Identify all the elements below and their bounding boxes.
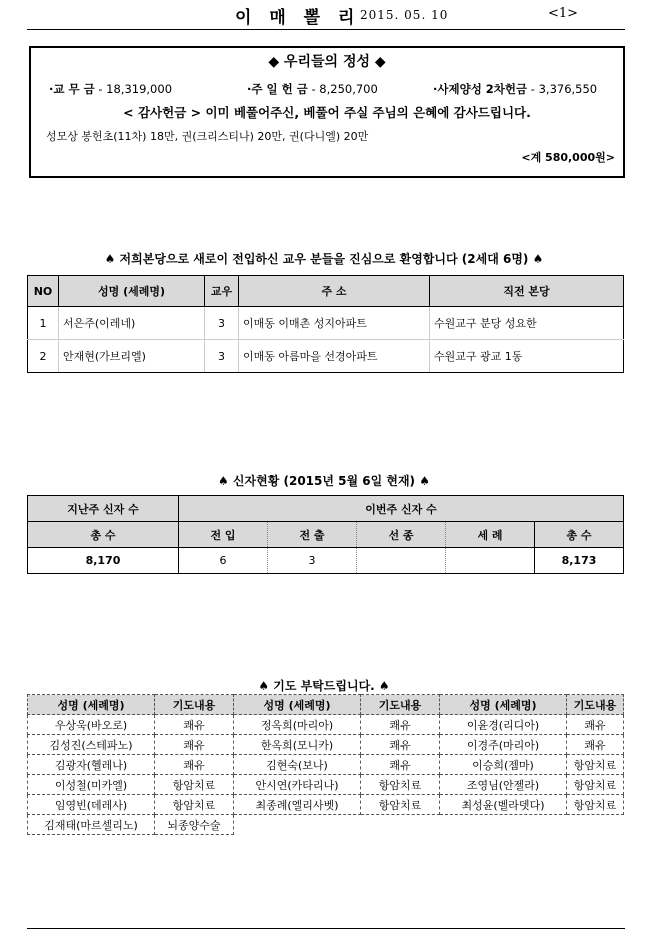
offerings-title: ◆ 우리들의 정성 ◆ [268,54,386,70]
table-cell: 쾌유 [155,715,234,735]
offering-label: ·주 일 헌 금 [247,82,308,96]
table-cell: 한옥희(모니카) [234,735,361,755]
table-cell: 쾌유 [155,735,234,755]
table-cell: 안재현(가브리엘) [59,340,205,373]
offering-item [247,81,378,97]
table-cell: 3 [268,548,357,574]
last-total-value: 8,170 [28,548,179,574]
table-cell: 6 [179,548,268,574]
table-row [28,775,624,795]
table-header-row [28,695,624,715]
offerings-total: <계 580,000원> [521,151,615,164]
table-cell: 항암치료 [155,775,234,795]
table-cell: 항암치료 [567,775,624,795]
page-number: <1> [548,6,579,21]
table-cell [567,815,624,835]
this-week-header: 이번주 신자 수 [179,496,624,522]
table-cell: 이윤경(리디아) [440,715,567,735]
column-header: 전 입 [179,522,268,548]
newcomers-table [27,275,624,373]
last-total-header: 총 수 [28,522,179,548]
column-header: 성명 (세례명) [28,695,155,715]
table-cell: 3 [205,340,239,373]
table-cell: 조영님(안젤라) [440,775,567,795]
table-cell: 이매동 이매촌 성지아파트 [239,307,430,340]
offering-label: ·교 무 금 [49,82,95,96]
column-header: 세 례 [446,522,535,548]
table-cell: 항암치료 [361,775,440,795]
column-header: 선 종 [357,522,446,548]
offering-value: - 18,319,000 [94,82,173,96]
offering-label: ·사제양성 2차헌금 [433,82,528,96]
offering-value: - 8,250,700 [307,82,378,96]
column-header: 주 소 [239,276,430,307]
offerings-box [29,46,625,178]
donor-list: 성모상 봉헌초(11차) 18만, 권(크리스티나) 20만, 권(다니엘) 20만 [46,130,369,143]
table-cell: 우상욱(바오로) [28,715,155,735]
prayers-table [27,694,624,835]
table-header-row [28,496,624,522]
table-cell: 김성진(스테파노) [28,735,155,755]
table-cell: 2 [28,340,59,373]
last-week-header: 지난주 신자 수 [28,496,179,522]
table-cell: 쾌유 [361,715,440,735]
table-row [28,307,624,340]
table-cell: 임영빈(데레사) [28,795,155,815]
table-cell: 항암치료 [155,795,234,815]
table-cell: 김광자(헬레나) [28,755,155,775]
table-cell: 항암치료 [567,795,624,815]
footer-divider [27,928,625,929]
table-row [28,735,624,755]
table-cell: 쾌유 [567,735,624,755]
table-cell: 수원교구 분당 성요한 [430,307,624,340]
newcomers-title: ♠ 저희본당으로 새로이 전입하신 교우 분들을 진심으로 환영합니다 (2세대 6명) ♠ [104,252,544,266]
table-cell [361,815,440,835]
offering-value: - 3,376,550 [527,82,598,96]
table-cell: 최종례(엘리사벳) [234,795,361,815]
table-cell: 쾌유 [155,755,234,775]
column-header: 기도내용 [155,695,234,715]
this-total-header: 총 수 [535,522,624,548]
table-cell: 3 [205,307,239,340]
table-cell: 항암치료 [567,755,624,775]
column-header: 성명 (세례명) [234,695,361,715]
column-header: 기도내용 [361,695,440,715]
table-cell: 김현숙(보나) [234,755,361,775]
offering-item [49,81,172,97]
table-cell: 1 [28,307,59,340]
table-cell: 서은주(이레네) [59,307,205,340]
table-cell: 쾌유 [361,755,440,775]
table-cell: 쾌유 [567,715,624,735]
table-cell: 이매동 아름마을 선경아파트 [239,340,430,373]
offering-item [433,81,597,97]
prayers-title: ♠ 기도 부탁드립니다. ♠ [258,679,390,693]
table-cell [440,815,567,835]
table-cell: 이성철(미카엘) [28,775,155,795]
table-row [28,715,624,735]
header-divider [27,29,625,30]
column-header: 직전 본당 [430,276,624,307]
table-cell: 수원교구 광교 1동 [430,340,624,373]
table-subheader-row [28,522,624,548]
table-cell: 뇌종양수술 [155,815,234,835]
column-header: 교우 [205,276,239,307]
table-row [28,795,624,815]
bulletin-title: 이 매 뽈 리 [235,8,361,28]
column-header: 전 출 [268,522,357,548]
table-cell: 항암치료 [361,795,440,815]
table-cell [446,548,535,574]
table-cell: 정옥희(마리아) [234,715,361,735]
table-row [28,755,624,775]
table-cell [357,548,446,574]
bulletin-date: 2015. 05. 10 [360,8,449,22]
table-cell: 쾌유 [361,735,440,755]
believers-table [27,495,624,574]
table-row [28,340,624,373]
table-row [28,548,624,574]
column-header: NO [28,276,59,307]
column-header: 성명 (세례명) [59,276,205,307]
column-header: 기도내용 [567,695,624,715]
thanks-heading: < 감사헌금 > 이미 베풀어주신, 베풀어 주실 주님의 은혜에 감사드립니다. [123,105,531,120]
table-cell: 이경주(마리아) [440,735,567,755]
table-header-row [28,276,624,307]
believers-title: ♠ 신자현황 (2015년 5월 6일 현재) ♠ [218,474,430,488]
table-row [28,815,624,835]
this-total-value: 8,173 [535,548,624,574]
table-cell: 이승희(젬마) [440,755,567,775]
column-header: 성명 (세례명) [440,695,567,715]
table-cell [234,815,361,835]
table-cell: 안시연(카타리나) [234,775,361,795]
table-cell: 김재태(마르셀리노) [28,815,155,835]
table-cell: 최성윤(벨라뎃다) [440,795,567,815]
